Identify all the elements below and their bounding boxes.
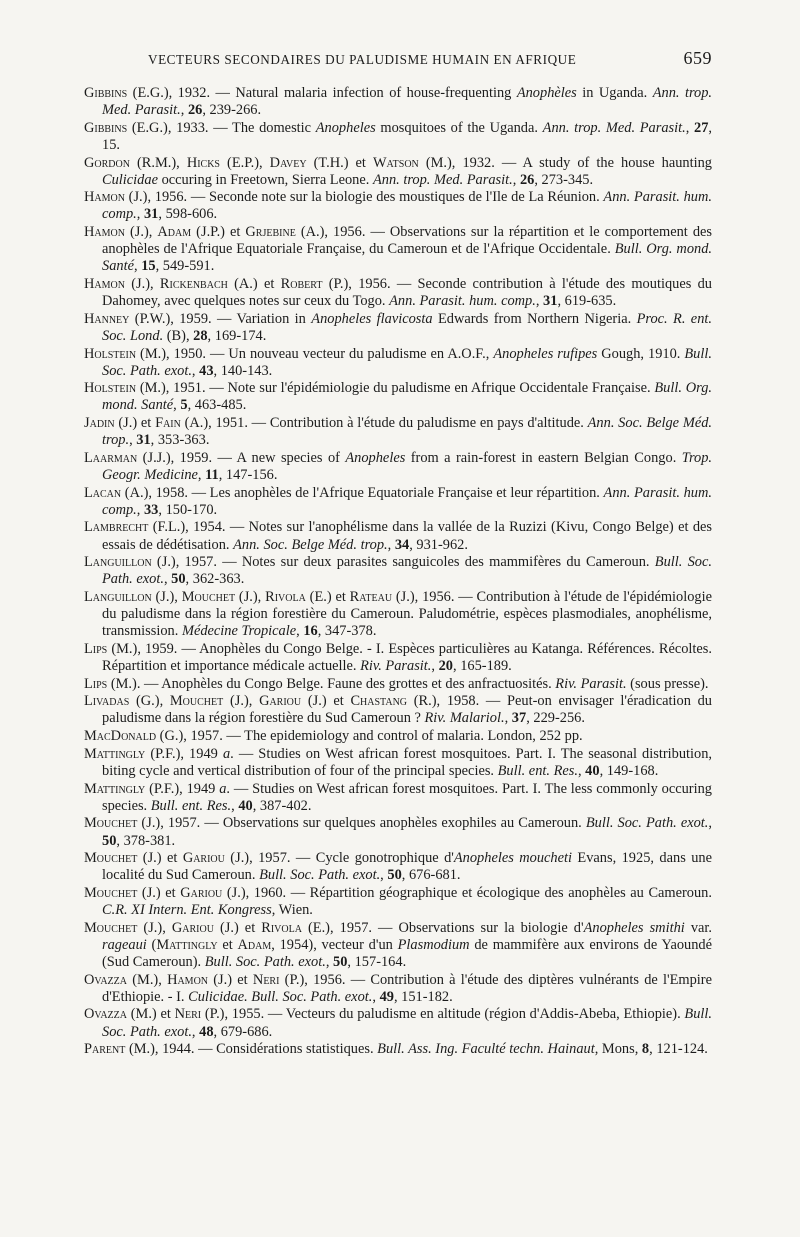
reference-text: occuring in Freetown, Sierra Leone. [157,171,373,188]
italic-text: Riv. Parasit. [360,658,432,674]
reference-text: , [173,397,181,414]
reference-text: (J.) et [301,693,351,710]
italic-text: Ann. Parasit. hum. comp. [102,189,716,223]
reference-text: , 598-606. [158,206,218,223]
author-name: Mouchet [84,919,138,936]
reference-text: (A.), 1951. — Contribution à l'étude du paludisme en pays d'altitude. [180,415,588,432]
author-name: Chastang [350,693,408,710]
italic-text: Ann. Parasit. hum. comp. [102,484,716,518]
volume-number: 48 [199,1023,214,1040]
volume-number: 43 [199,362,214,379]
volume-number: 8 [641,1041,650,1058]
author-name: Gordon [84,154,130,171]
volume-number: 50 [102,832,117,849]
reference-text: , [535,293,544,310]
author-name: Gibbins [84,119,128,136]
reference-text: (A.), 1958. — Les anophèles de l'Afrique Equatoriale Française et leur répartition. [121,484,604,501]
italic-text: Riv. Malariol. [424,710,505,727]
reference-text: (J.), 1956. — Seconde note sur la biologie des moustiques de l'Ile de La Réunion. [124,189,604,206]
reference-text: (J.) et [208,971,253,988]
reference-text: (A.) et [227,276,281,292]
reference-text: , 549-591. [155,258,215,275]
reference-text: (E.G.), 1933. — The domestic [127,119,316,136]
reference-text: , 151-182. [393,988,453,1005]
volume-number: 50 [333,953,348,970]
reference-text: Gough, 1910. [597,345,685,362]
reference-entry [84,154,716,189]
reference-text: , 149-168. [599,762,659,779]
italic-text: a [222,745,231,762]
author-name: Hicks [186,154,220,171]
reference-text: (E.P.), [220,154,270,171]
italic-text: Ann. Soc. Belge Méd. trop. [233,536,388,553]
reference-text: (M.), 1959. — Anophèles du Congo Belge. - I. Espèces particulières au Katanga. Références. Récoltes. Répartition et importance médicale actuelle. [102,640,716,674]
reference-entry [84,119,716,154]
reference-text: , 140-143. [213,362,273,379]
page-number: 659 [683,48,712,68]
italic-text: Anopheles [345,449,406,466]
author-name: MacDonald [84,728,157,745]
reference-text: , 150-170. [158,501,218,518]
reference-text: (sous presse). [626,675,709,692]
italic-text: Bull. ent. Res. [497,762,578,779]
reference-text: (J.), [151,589,182,606]
italic-text: Anopheles flavicosta [311,310,433,327]
reference-text: (T.H.) et [306,154,373,171]
reference-text: , [577,762,586,779]
reference-text: , [136,501,144,518]
reference-text: , 353-363. [150,432,210,449]
reference-text: (F.L.), 1954. — Notes sur l'anophélisme dans la vallée de la Ruzizi (Kivu, Congo Belge) et des essais de dédétisation. [102,519,716,553]
reference-text: , [129,432,137,449]
reference-text: , [504,710,512,727]
italic-text: Anophèles [516,85,577,101]
reference-text: (J.), 1957. — Notes sur deux parasites sanguicoles des mammifères du Cameroun. [151,554,655,571]
author-name: Gariou [182,850,225,867]
reference-text: (J.) et [114,415,156,432]
author-name: Hanney [84,310,130,327]
running-header [148,48,712,69]
italic-text: Ann. trop. Med. Parasit. [542,119,686,136]
reference-text: (M.) et [127,1006,175,1023]
author-name: Adam [237,936,272,953]
author-name: Jadin [84,415,115,432]
reference-entry [84,449,716,484]
author-name: Rickenbach [159,276,228,292]
reference-entry [84,728,712,745]
volume-number: 20 [438,658,453,674]
author-name: Lips [84,640,108,657]
reference-text: ( [146,936,157,953]
reference-text: , 362-363. [185,571,245,588]
author-name: Rivola [265,589,306,606]
author-name: Holstein [84,380,137,397]
reference-text: , 239-266. [202,102,262,119]
author-name: Adam [157,224,192,241]
author-name: Neri [252,971,280,988]
volume-number: 49 [379,988,394,1005]
reference-entry [84,189,716,223]
italic-text: Bull. Soc. Path. exot. [102,554,716,588]
author-name: Mouchet [181,589,236,606]
author-name: Fain [155,415,181,432]
author-name: Mattingly [84,780,146,797]
volume-number: 31 [143,206,159,223]
author-name: Mouchet [84,815,138,832]
author-name: Mattingly [156,936,218,953]
author-name: Mouchet [84,884,138,901]
volume-number: 37 [511,710,527,727]
italic-text: Ann. Parasit. hum. comp. [389,293,536,310]
reference-text: (P.F.), 1949 [145,745,223,762]
reference-text: (J.) et [137,884,181,901]
reference-entry [84,1006,716,1040]
reference-entry [84,380,716,414]
author-name: Hamon [84,224,125,241]
reference-entry [84,85,716,119]
author-name: Ovazza [84,1006,127,1023]
reference-text: , [163,571,172,588]
reference-entry [84,884,716,919]
volume-number: 50 [171,571,186,588]
italic-text: Anopheles moucheti [453,850,572,867]
reference-text: (B), [163,327,194,344]
reference-text: de mammifère aux environs de Yaoundé (Sud Cameroun). [102,936,716,970]
reference-text: (M.), 1951. — Note sur l'épidémiologie du paludisme en Afrique Occidentale Française. [136,380,655,397]
reference-entry [84,640,716,675]
italic-text: a [219,780,227,797]
italic-text: Bull. Soc. Path. exot. [585,815,709,832]
italic-text: Bull. Soc. Path. exot. [259,867,381,884]
reference-text: . — Studies on West african forest mosquitoes. Part. I. The seasonal distribution, biting cycle and vertical distribution of four of the principal species. [102,745,716,779]
reference-text: , 1954), vecteur d'un [271,936,398,953]
reference-text: , [133,258,142,275]
italic-text: Plasmodium [397,936,470,953]
author-name: Gariou [259,693,302,710]
reference-text: , 121-124. [649,1041,708,1058]
author-name: Languillon [84,554,152,571]
reference-text: , 378-381. [116,832,176,849]
italic-text: Bull. Org. mond. Santé [102,380,716,414]
reference-text: , [431,658,439,674]
volume-number: 50 [387,867,402,884]
reference-text: , [685,119,695,136]
italic-text: Bull. ent. Res. [150,797,232,814]
reference-text: (E.), 1957. — Observations sur la biologie d' [301,919,584,936]
reference-text: (J.), 1956. — Contribution à l'étude de l'épidémiologie du paludisme dans la région forestière du Cameroun. Paludométrie, espèces plasmodiales, anophélisme, transmission. [102,589,716,640]
reference-text: (J.), [124,276,160,292]
reference-entry [84,1041,712,1058]
volume-number: 5 [180,397,188,414]
reference-entry [84,676,712,693]
volume-number: 40 [585,762,600,779]
reference-text: , [180,102,188,119]
author-name: Parent [84,1041,126,1058]
reference-text: , 679-686. [213,1023,273,1040]
author-name: Laarman [84,449,138,466]
volume-number: 16 [303,623,318,640]
volume-number: 11 [205,467,219,483]
reference-entry [84,554,716,588]
reference-entry [84,345,716,380]
volume-number: 26 [519,171,535,188]
author-name: Robert [280,276,323,292]
italic-text: Anopheles [315,119,376,136]
reference-text: (M.), [127,971,168,988]
reference-text: (G.), 1957. — The epidemiology and control of malaria. London, 252 pp. [156,728,583,745]
reference-text: , [136,206,144,223]
reference-text: (E.) et [305,589,350,606]
italic-text: Bull. Ass. Ing. Faculté techn. Hainaut [377,1041,595,1058]
author-name: Gariou [171,919,214,936]
italic-text: rageaui [102,936,147,953]
reference-entry [84,415,716,449]
author-name: Mattingly [84,745,146,762]
italic-text: Proc. R. ent. Soc. Lond. [102,310,716,344]
italic-text: Culicidae. Bull. Soc. Path. exot. [188,988,373,1005]
italic-text: Médecine Tropicale [181,623,297,640]
reference-entry [84,780,716,815]
reference-text: (M.), 1944. — Considérations statistiques. [125,1041,378,1058]
volume-number: 26 [187,102,203,119]
reference-text: (E.G.), 1932. — Natural malaria infection of house-frequenting [127,85,517,101]
reference-text: , [387,536,395,553]
reference-text: (P.), 1956. — Seconde contribution à l'étude des moutiques du Dahomey, avec quelques notes sur ceux du Togo. [102,276,716,310]
reference-text: , 931-962. [409,536,468,553]
italic-text: Ann. trop. Med. Parasit. [372,171,513,188]
reference-entry [84,850,716,884]
italic-text: Anopheles rufipes [493,345,598,362]
reference-text: , [191,362,200,379]
author-name: Gariou [180,884,223,901]
reference-text: (J.), [223,693,260,710]
volume-number: 34 [394,536,410,553]
reference-text: , 169-174. [207,327,267,344]
reference-text: (J.) et [213,919,262,936]
reference-entry [84,589,716,640]
running-title: VECTEURS SECONDAIRES DU PALUDISME HUMAIN EN AFRIQUE [148,52,577,67]
author-name: Livadas [84,693,130,710]
reference-text: (M.). — Anophèles du Congo Belge. Faune des grottes et des anfractuosités. [107,675,556,692]
italic-text: Culicidae [102,171,158,188]
italic-text: Bull. Soc. Path. exot. [102,1006,716,1040]
reference-text: , [325,953,334,970]
reference-text: in Uganda. [576,85,653,101]
italic-text: C.R. XI Intern. Ent. Kongress [102,902,272,919]
reference-entry [84,484,716,519]
author-name: Watson [372,154,419,171]
reference-text: mosquitoes of the Uganda. [375,119,543,136]
reference-text: et [217,936,238,953]
reference-text: (P.), 1955. — Vecteurs du paludisme en altitude (région d'Addis-Abeba, Ethiopie). [201,1006,685,1023]
reference-text: , [512,171,520,188]
author-name: Lacan [84,484,122,501]
reference-text: (A.), 1956. — Observations sur la répartition et le comportement des anophèles de l'Afrique Equatoriale Française, du Cameroun et de l'Afrique Occidentale. [102,224,716,258]
reference-text: (J.) et [137,850,183,867]
reference-text: (P.W.), 1959. — Variation in [129,310,312,327]
reference-text: , 15. [102,119,716,153]
italic-text: Ann. trop. Med. Parasit. [102,85,716,119]
reference-text: (P.), 1956. — Contribution à l'étude des diptères vulnérants de l'Empire d'Ethiopie. - I. [102,971,716,1005]
author-name: Ovazza [84,971,127,988]
reference-text: (G.), [129,693,170,710]
reference-text: (P.F.), 1949 [145,780,220,797]
reference-text: , 387-402. [252,797,312,814]
reference-text: Edwards from Northern Nigeria. [432,310,637,327]
italic-text: Trop. Geogr. Medicine [102,449,716,483]
reference-text: , [296,623,304,640]
reference-text: (J.), 1957. — Observations sur quelques anophèles exophiles au Cameroun. [137,815,586,832]
volume-number: 31 [136,432,151,449]
volume-number: 27 [694,119,709,136]
reference-text: (J.), [235,589,266,606]
volume-number: 15 [141,258,156,275]
author-name: Neri [174,1006,202,1023]
reference-text: (J.J.), 1959. — A new species of [137,449,346,466]
author-name: Gibbins [84,85,128,101]
author-name: Grjebine [245,224,296,241]
author-name: Languillon [84,589,152,606]
reference-text: , [380,867,388,884]
italic-text: Bull. Soc. Path. exot. [102,345,716,379]
reference-text: (J.P.) et [191,224,246,241]
reference-text: (R.M.), [129,154,187,171]
author-name: Hamon [167,971,209,988]
reference-list [84,85,716,1059]
reference-entry [84,276,716,310]
volume-number: 33 [143,501,159,518]
reference-entry [84,919,716,971]
reference-entry [84,224,716,275]
volume-number: 31 [543,293,558,310]
italic-text: Bull. Soc. Path. exot. [204,953,326,970]
italic-text: Anopheles smithi [583,919,685,936]
reference-text: , [231,797,239,814]
author-name: Lambrecht [84,519,149,536]
italic-text: Ann. Soc. Belge Méd. trop. [102,415,716,449]
reference-text: , [708,815,716,832]
reference-text: , 676-681. [401,867,461,884]
reference-text: , 463-485. [187,397,247,414]
reference-text: , [197,467,206,483]
reference-text: (M.), 1950. — Un nouveau vecteur du paludisme en A.O.F., [136,345,494,362]
reference-text: . — Studies on West african forest mosquitoes. Part. I. The less commonly occuring species. [102,780,716,814]
author-name: Mouchet [169,693,224,710]
reference-text: (J.), [137,919,172,936]
reference-text: from a rain-forest in eastern Belgian Congo. [405,449,682,466]
volume-number: 28 [193,327,208,344]
reference-text: (M.), 1932. — A study of the house haunting [418,154,716,171]
reference-text: , 347-378. [317,623,377,640]
reference-entry [84,745,716,780]
reference-text: , Wien. [271,902,313,919]
reference-entry [84,815,716,849]
reference-entry [84,971,716,1006]
reference-text: (R.), 1958. — Peut-on envisager l'éradication du paludisme dans la région forestière du Sud Cameroun ? [102,693,716,727]
author-name: Mouchet [84,850,138,867]
italic-text: Riv. Parasit. [555,675,627,692]
reference-text: , Mons, [594,1041,642,1058]
reference-text: , [191,1023,200,1040]
reference-text: var. [684,919,716,936]
reference-text: , [372,988,380,1005]
reference-text: , 273-345. [534,171,594,188]
author-name: Davey [269,154,307,171]
reference-entry [84,693,716,727]
italic-text: Bull. Org. mond. Santé [102,241,716,275]
reference-text: , 147-156. [218,467,278,483]
reference-text: (J.), [124,224,158,241]
reference-text: , 229-256. [526,710,585,727]
author-name: Lips [84,675,108,692]
reference-text: Evans, 1925, dans une localité du Sud Cameroun. [102,850,716,884]
volume-number: 40 [238,797,253,814]
reference-text: , 165-189. [453,658,512,674]
author-name: Hamon [84,276,125,292]
reference-entry [84,310,716,345]
reference-entry [84,519,716,553]
author-name: Hamon [84,189,125,206]
author-name: Holstein [84,345,137,362]
reference-text: (J.), 1957. — Cycle gonotrophique d' [224,850,454,867]
author-name: Rateau [349,589,393,606]
reference-text: , 157-164. [347,953,407,970]
author-name: Rivola [261,919,302,936]
reference-text: , 619-635. [557,293,617,310]
reference-text: (J.), 1960. — Répartition géographique et écologique des anophèles au Cameroun. [222,884,716,901]
